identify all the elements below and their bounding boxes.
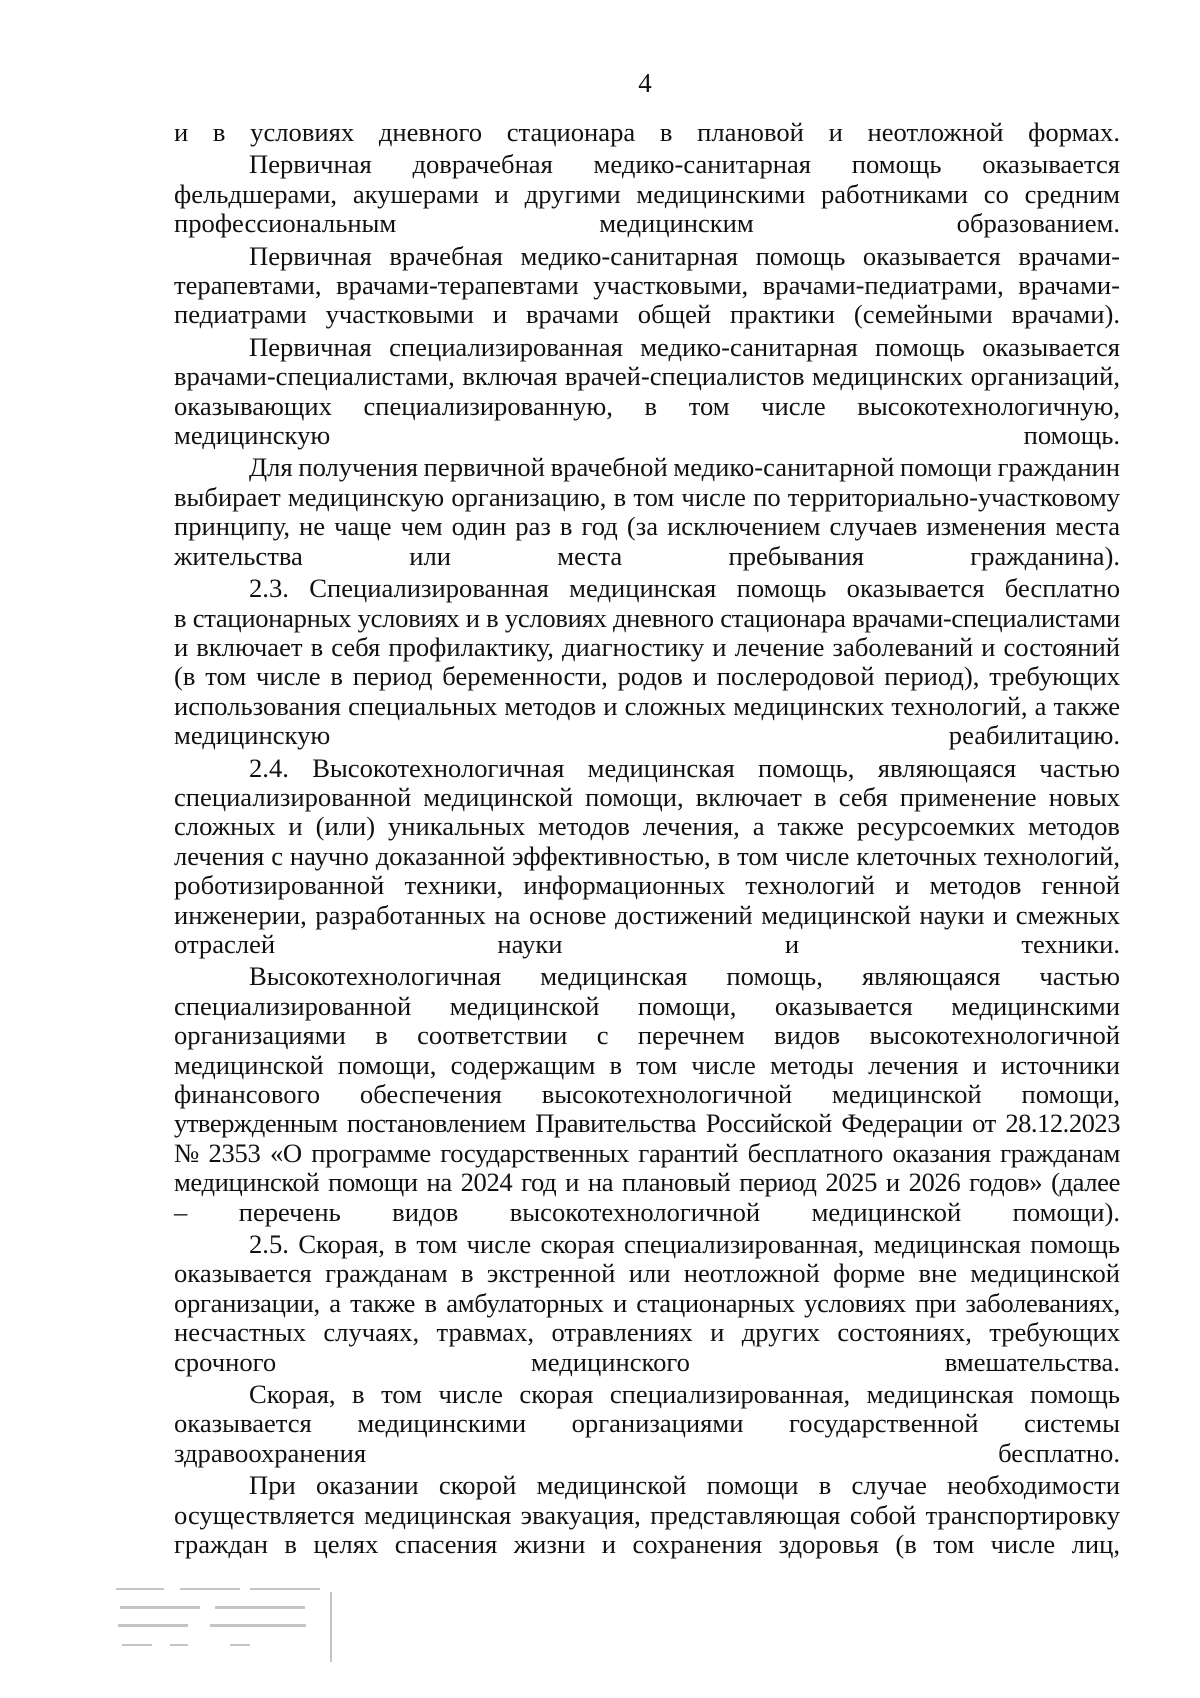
text-line: лечения с научно доказанной эффективностью, в том числе клеточных технологий, bbox=[174, 840, 1121, 871]
text-line: специализированной медицинской помощи, включает в себя применение новых bbox=[174, 781, 1120, 812]
text-line: организациями в соответствии с перечнем видов высокотехнологичной bbox=[174, 1020, 1120, 1051]
text-line: При оказании скорой медицинской помощи в случае необходимости bbox=[249, 1470, 1121, 1501]
document-body bbox=[174, 118, 1120, 1560]
paragraph-primary-specialized-care bbox=[174, 333, 1120, 451]
text-line: (в том числе в период беременности, родов и послеродовой период), требующих bbox=[174, 661, 1121, 692]
text-line: 2.5. Скорая, в том числе скорая специализированная, медицинская помощь bbox=[249, 1229, 1121, 1260]
text-line: жительства или места пребывания гражданина). bbox=[174, 540, 1120, 571]
paragraph-emergency-care-free bbox=[174, 1380, 1120, 1468]
text-line: граждан в целях спасения жизни и сохранения здоровья (в том числе лиц, bbox=[174, 1529, 1120, 1560]
text-line: утвержденным постановлением Правительства Российской Федерации от 28.12.2023 bbox=[174, 1108, 1121, 1139]
text-line: в стационарных условиях и в условиях дневного стационара врачами-специалистами bbox=[174, 602, 1120, 633]
text-line: Для получения первичной врачебной медико-санитарной помощи гражданин bbox=[249, 452, 1121, 483]
text-line: – перечень видов высокотехнологичной медицинской помощи). bbox=[174, 1196, 1120, 1227]
text-line: Первичная врачебная медико-санитарная помощь оказывается врачами- bbox=[249, 240, 1121, 271]
text-line: медицинскую помощь. bbox=[174, 420, 1120, 451]
text-line: 2.3. Специализированная медицинская помощь оказывается бесплатно bbox=[249, 573, 1121, 604]
text-line: использования специальных методов и сложных медицинских технологий, а также bbox=[174, 690, 1121, 721]
paragraph-section-2-4 bbox=[174, 754, 1120, 960]
text-line: срочного медицинского вмешательства. bbox=[174, 1346, 1120, 1377]
text-line: профессиональным медицинским образованием. bbox=[174, 208, 1120, 239]
text-line: терапевтами, врачами-терапевтами участковыми, врачами-педиатрами, врачами- bbox=[174, 270, 1120, 301]
text-line: Скорая, в том числе скорая специализированная, медицинская помощь bbox=[249, 1379, 1120, 1410]
paragraph-primary-prehospital-care bbox=[174, 150, 1120, 238]
text-line: медицинскую реабилитацию. bbox=[174, 720, 1120, 751]
text-line: и в условиях дневного стационара в плановой и неотложной формах. bbox=[174, 117, 1120, 147]
text-line: выбирает медицинскую организацию, в том числе по территориально-участковому bbox=[174, 481, 1121, 512]
text-line: Первичная доврачебная медико-санитарная помощь оказывается bbox=[249, 149, 1120, 180]
paragraph-section-2-5 bbox=[174, 1230, 1120, 1377]
text-line: Первичная специализированная медико-санитарная помощь оказывается bbox=[249, 331, 1120, 362]
text-line: медицинской помощи на 2024 год и на плановый период 2025 и 2026 годов» (далее bbox=[174, 1167, 1120, 1198]
paragraph-high-tech-care-organizations bbox=[174, 962, 1120, 1227]
text-line: 2.4. Высокотехнологичная медицинская помощь, являющаяся частью bbox=[249, 752, 1121, 783]
text-line: осуществляется медицинская эвакуация, представляющая собой транспортировку bbox=[174, 1499, 1120, 1530]
text-line: врачами-специалистами, включая врачей-специалистов медицинских организаций, bbox=[174, 361, 1121, 392]
text-line: сложных и (или) уникальных методов лечения, а также ресурсоемких методов bbox=[174, 811, 1120, 842]
text-line: оказывающих специализированную, в том числе высокотехнологичную, bbox=[174, 390, 1120, 421]
text-line: несчастных случаях, травмах, отравлениях и других состояниях, требующих bbox=[174, 1317, 1120, 1348]
text-line: фельдшерами, акушерами и другими медицинскими работниками со средним bbox=[174, 178, 1121, 209]
paragraph-section-2-3 bbox=[174, 574, 1120, 750]
paragraph-primary-physician-care bbox=[174, 242, 1120, 330]
text-line: оказывается медицинскими организациями государственной системы bbox=[174, 1408, 1120, 1439]
signature-stamp-image bbox=[110, 1582, 340, 1670]
text-line: оказывается гражданам в экстренной или неотложной форме вне медицинской bbox=[174, 1258, 1120, 1289]
text-line: финансового обеспечения высокотехнологичной медицинской помощи, bbox=[174, 1079, 1121, 1109]
text-line: № 2353 «О программе государственных гарантий бесплатного оказания гражданам bbox=[174, 1137, 1121, 1168]
text-line: организации, а также в амбулаторных и стационарных условиях при заболеваниях, bbox=[174, 1287, 1121, 1318]
text-line: инженерии, разработанных на основе достижений медицинской науки и смежных bbox=[174, 899, 1121, 930]
text-line: Высокотехнологичная медицинская помощь, являющаяся частью bbox=[249, 961, 1121, 992]
text-line: специализированной медицинской помощи, оказывается медицинскими bbox=[174, 990, 1120, 1021]
text-line: роботизированной техники, информационных технологий и методов генной bbox=[174, 870, 1120, 901]
text-line: и включает в себя профилактику, диагностику и лечение заболеваний и состояний bbox=[174, 631, 1121, 662]
text-line: педиатрами участковыми и врачами общей практики (семейными врачами). bbox=[174, 299, 1120, 330]
paragraph-medical-evacuation bbox=[174, 1471, 1120, 1559]
text-line: здравоохранения бесплатно. bbox=[174, 1437, 1120, 1468]
text-line: принципу, не чаще чем один раз в год (за исключением случаев изменения места bbox=[174, 511, 1121, 542]
paragraph-continuation bbox=[174, 118, 1120, 147]
paragraph-choice-of-organization bbox=[174, 453, 1120, 571]
text-line: отраслей науки и техники. bbox=[174, 928, 1120, 959]
page-number: 4 bbox=[638, 68, 652, 98]
text-line: медицинской помощи, содержащим в том числе методы лечения и источники bbox=[174, 1049, 1120, 1080]
